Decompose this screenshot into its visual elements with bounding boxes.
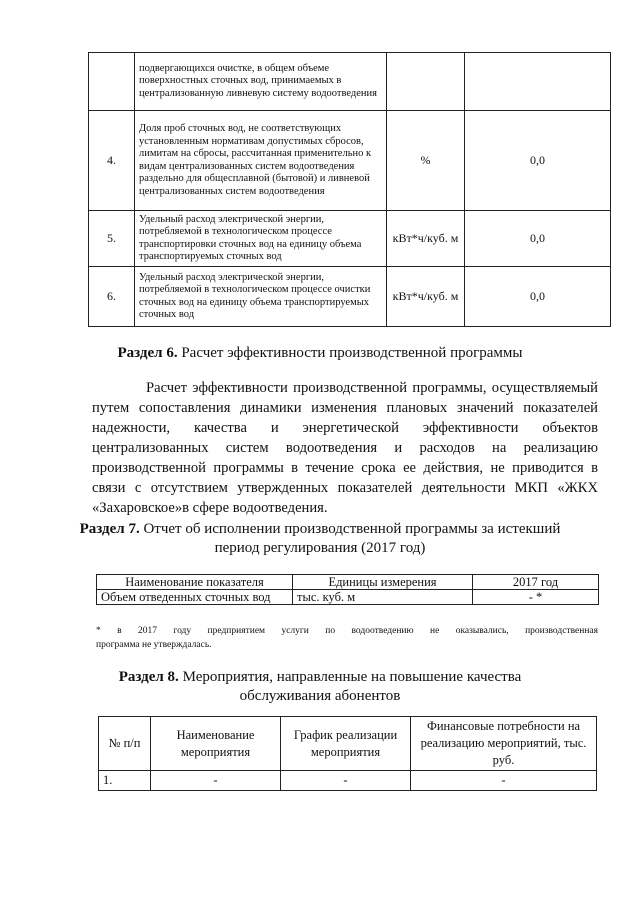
indicator-name: Доля проб сточных вод, не соответствующих установленным нормативам допустимых сбросов, лимитам на сбросы, рассчитанная применительно к видам централизованных систем водоотведения раздельно для общесплавной (бытовой) и ливневой централизованных систем водоотведения — [135, 111, 387, 211]
column-header: Наименование мероприятия — [151, 717, 281, 771]
section6-label: Раздел 6. — [117, 345, 178, 361]
measure-cost: - — [411, 771, 597, 791]
indicator-unit: кВт*ч/куб. м — [387, 211, 465, 267]
row-number: 1. — [99, 771, 151, 791]
column-header: Финансовые потребности на реализацию мероприятий, тыс. руб. — [411, 717, 597, 771]
table-row — [89, 53, 611, 111]
paragraph-line: централизованных систем водоотведения и расходов на реализацию — [92, 440, 598, 456]
indicator-unit: кВт*ч/куб. м — [387, 267, 465, 327]
paragraph-line: производственной программы в течение срока ее действия, не приводится в — [92, 460, 598, 476]
indicator-name: Объем отведенных сточных вод — [97, 590, 293, 605]
report-table — [96, 574, 599, 605]
column-header: № п/п — [99, 717, 151, 771]
section8-heading — [0, 668, 640, 687]
section6-heading — [0, 344, 640, 363]
table-header-row — [97, 575, 599, 590]
paragraph-line: «Захаровское»в сфере водоотведения. — [92, 500, 328, 516]
column-header: Наименование показателя — [97, 575, 293, 590]
indicator-unit — [387, 53, 465, 111]
measure-name: - — [151, 771, 281, 791]
row-number: 6. — [89, 267, 135, 327]
indicator-value: 0,0 — [465, 211, 611, 267]
table-row — [99, 771, 597, 791]
indicator-name: Удельный расход электрической энергии, потребляемой в технологическом процессе очистки сточных вод на единицу объема транспортируемых сточных вод — [135, 267, 387, 327]
indicator-value: - * — [473, 590, 599, 605]
section8-title: Мероприятия, направленные на повышение качества — [182, 669, 522, 685]
indicators-table — [88, 52, 611, 327]
row-number — [89, 53, 135, 111]
table-row — [89, 111, 611, 211]
section7-heading — [0, 520, 640, 539]
section7-title: Отчет об исполнении производственной программы за истекший — [143, 521, 561, 537]
indicator-name: Удельный расход электрической энергии, потребляемой в технологическом процессе транспортировки сточных вод на единицу объема транспортируемых сточных вод — [135, 211, 387, 267]
footnote — [96, 624, 598, 652]
paragraph-line: связи с отсутствием утвержденных показателей деятельности МКП «ЖКХ — [92, 480, 598, 496]
indicator-name: подвергающихся очистке, в общем объеме поверхностных сточных вод, принимаемых в централизованную ливневую систему водоотведения — [135, 53, 387, 111]
column-header: Единицы измерения — [293, 575, 473, 590]
indicator-value: 0,0 — [465, 111, 611, 211]
row-number: 5. — [89, 211, 135, 267]
section7-heading-line2 — [0, 539, 640, 558]
paragraph-line: Расчет эффективности производственной программы, осуществляемый — [146, 380, 598, 396]
section7-title-line2: период регулирования (2017 год) — [214, 540, 426, 556]
paragraph-line: надежности, качества и энергетической эффективности объектов — [92, 420, 598, 436]
measure-schedule: - — [281, 771, 411, 791]
footnote-line: программа не утверждалась. — [96, 640, 212, 650]
section8-title-line2: обслуживания абонентов — [239, 688, 401, 704]
column-header: График реализации мероприятия — [281, 717, 411, 771]
paragraph-line: путем сопоставления динамики изменения плановых значений показателей — [92, 400, 598, 416]
indicator-unit: % — [387, 111, 465, 211]
section8-label: Раздел 8. — [118, 669, 179, 685]
section6-title: Расчет эффективности производственной программы — [181, 345, 523, 361]
column-header: 2017 год — [473, 575, 599, 590]
indicator-unit: тыс. куб. м — [293, 590, 473, 605]
table-row — [89, 267, 611, 327]
indicator-value — [465, 53, 611, 111]
section7-label: Раздел 7. — [79, 521, 140, 537]
section8-heading-line2 — [0, 687, 640, 706]
row-number: 4. — [89, 111, 135, 211]
table-row — [89, 211, 611, 267]
footnote-line: * в 2017 году предприятием услуги по водоотведению не оказывались, производственная — [96, 626, 598, 636]
table-header-row — [99, 717, 597, 771]
section6-paragraph — [92, 378, 598, 518]
indicator-value: 0,0 — [465, 267, 611, 327]
measures-table — [98, 716, 597, 791]
table-row — [97, 590, 599, 605]
